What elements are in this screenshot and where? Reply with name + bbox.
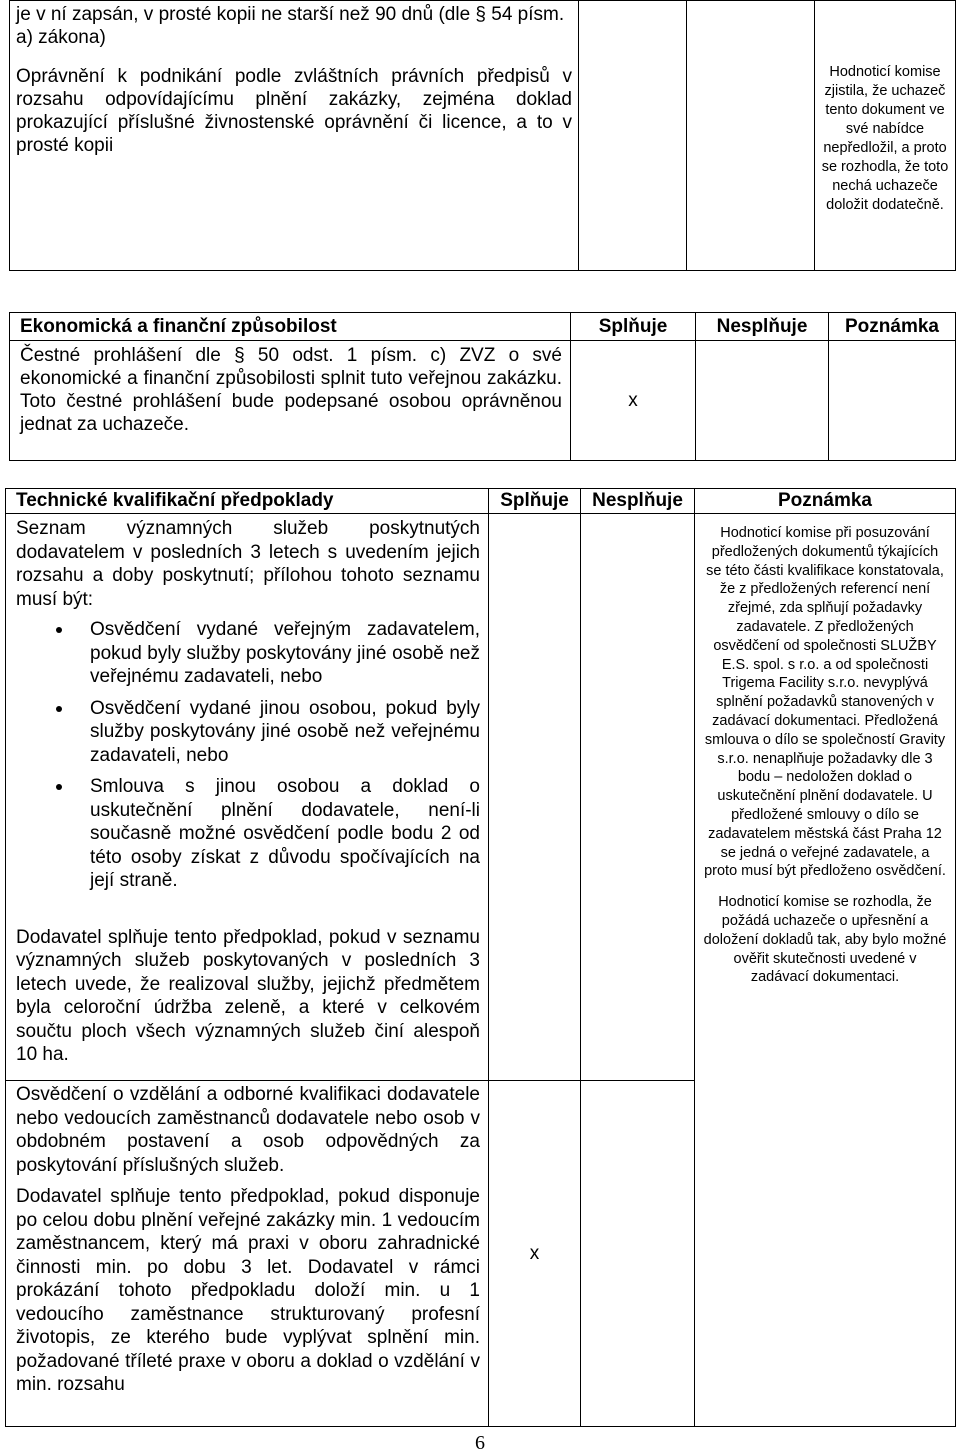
list-item <box>16 618 480 689</box>
header-not-meets: Nesplňuje <box>581 489 695 514</box>
list-item <box>16 697 480 768</box>
header-not-meets: Nesplňuje <box>696 313 829 341</box>
meets-cell <box>489 514 581 1081</box>
list-item-text: Smlouva s jinou osobou a doklad o uskutečnění plnění dodavatele, není-li současně možné osvědčení podle bodu 2 od této osoby získat z důvodu spočívajících na její straně. <box>90 776 480 891</box>
not-meets-cell <box>581 514 695 1081</box>
technical-note-p1: Hodnoticí komise při posuzování předložených dokumentů týkajících se této části kvalifikace konstatovala, že z předložených referencí není zřejmé, zda splňují požadavky zadavatele. Z předložených osvědčení od společnosti SLUŽBY E.S. spol. s r.o. a od společnosti Trigema Facility s.r.o. nevyplývá splnění požadavků stanovených v zadávací dokumentaci. Předložená smlouva o dílo se společností Gravity s.r.o. nenaplňuje požadavky dle 3 bodu – nedoložen doklad o uskutečnění plnění dodavatele. U předložené smlouvy o dílo se zadavatelem městská část Praha 12 se jedná o veřejné zadavatele, a proto musí být předloženo osvědčení. <box>704 525 946 880</box>
header-meets: Splňuje <box>489 489 581 514</box>
header-meets: Splňuje <box>571 313 696 341</box>
bullet-icon <box>56 627 62 633</box>
license-requirement-text: Oprávnění k podnikání podle zvláštních právních předpisů v rozsahu odpovídajícímu plnění zakázky, zejména doklad prokazující příslušné živnostenské oprávnění či licence, a to v prosté kopii <box>16 66 572 156</box>
services-list-cell <box>6 514 489 1081</box>
not-meets-cell <box>696 341 829 461</box>
technical-qualification-table <box>5 488 956 1427</box>
services-intro-text: Seznam významných služeb poskytnutých dodavatelem v posledních 3 letech s uvedením jejich rozsahu a doby poskytnutí; přílohou tohoto seznamu musí být: <box>16 518 480 610</box>
not-meets-cell <box>581 1081 695 1427</box>
registration-continuation-text: je v ní zapsán, v prosté kopii ne starší než 90 dnů (dle § 54 písm. a) zákona) <box>16 4 565 48</box>
qualification-text: Osvědčení o vzdělání a odborné kvalifikaci dodavatele nebo vedoucích zaměstnanců dodavatele nebo osob v obdobném postavení a osob odpovědných za poskytování příslušných služeb. <box>16 1084 480 1176</box>
economic-capacity-table <box>9 312 956 461</box>
header-note: Poznámka <box>695 489 956 514</box>
technical-qualification-header: Technické kvalifikační předpoklady <box>6 489 489 514</box>
note-cell <box>829 341 956 461</box>
page-number: 6 <box>475 1432 485 1454</box>
list-item <box>16 775 480 893</box>
technical-note-p2: Hodnoticí komise se rozhodla, že požádá uchazeče o upřesnění a doložení dokladů tak, aby bylo možné ověřit skutečnosti uvedené v zadávací dokumentaci. <box>703 894 947 986</box>
header-note: Poznámka <box>829 313 956 341</box>
license-requirement-cell <box>10 1 579 271</box>
services-attachments-list <box>16 618 480 893</box>
list-item-text: Osvědčení vydané jinou osobou, pokud byly služby poskytovány jiné osobě než veřejnému zadavateli, nebo <box>90 697 480 766</box>
qualification-condition-text: Dodavatel splňuje tento předpoklad, pokud disponuje po celou dobu plnění veřejné zakázky min. 1 vedoucím zaměstnancem, který má praxi v oboru zahradnické činnosti min. po dobu 3 let. Dodavatel v rámci prokázání tohoto předpokladu doloží min. u 1 vedoucího zaměstnance strukturovaný profesní životopis, ze kterého bude vyplývat splnění min. požadované tříleté praxe v oboru a doklad o vzdělání v min. rozsahu <box>16 1186 480 1395</box>
list-item-text: Osvědčení vydané veřejným zadavatelem, pokud byly služby poskytovány jiné osobě než veřejnému zadavateli, nebo <box>90 619 480 687</box>
bullet-icon <box>56 784 62 790</box>
bullet-icon <box>56 706 62 712</box>
meets-mark: x <box>571 341 696 461</box>
technical-note-cell <box>695 514 956 1427</box>
license-note-text: Hodnoticí komise zjistila, že uchazeč tento dokument ve své nabídce nepředložil, a proto se rozhodla, že toto nechá uchazeče doložit dodatečně. <box>821 64 949 213</box>
services-condition-text: Dodavatel splňuje tento předpoklad, pokud v seznamu významných služeb poskytovaných v posledních 3 letech uvede, že realizoval služby, jejichž předmětem byla celoroční údržba zeleně, a které v celkovém součtu ploch všech významných služeb činí alespoň 10 ha. <box>16 926 480 1065</box>
honor-declaration-text: Čestné prohlášení dle § 50 odst. 1 písm. c) ZVZ o své ekonomické a finanční způsobilosti splnit tuto veřejnou zakázku. Toto čestné prohlášení bude podepsané osobou oprávněnou jednat za uchazeče. <box>10 341 571 461</box>
qualification-cell <box>6 1081 489 1427</box>
not-meets-cell <box>687 1 815 271</box>
meets-mark: x <box>489 1081 581 1427</box>
license-note-cell <box>815 1 956 271</box>
meets-cell <box>579 1 687 271</box>
economic-capacity-header: Ekonomická a finanční způsobilost <box>10 313 571 341</box>
license-table <box>9 0 956 271</box>
